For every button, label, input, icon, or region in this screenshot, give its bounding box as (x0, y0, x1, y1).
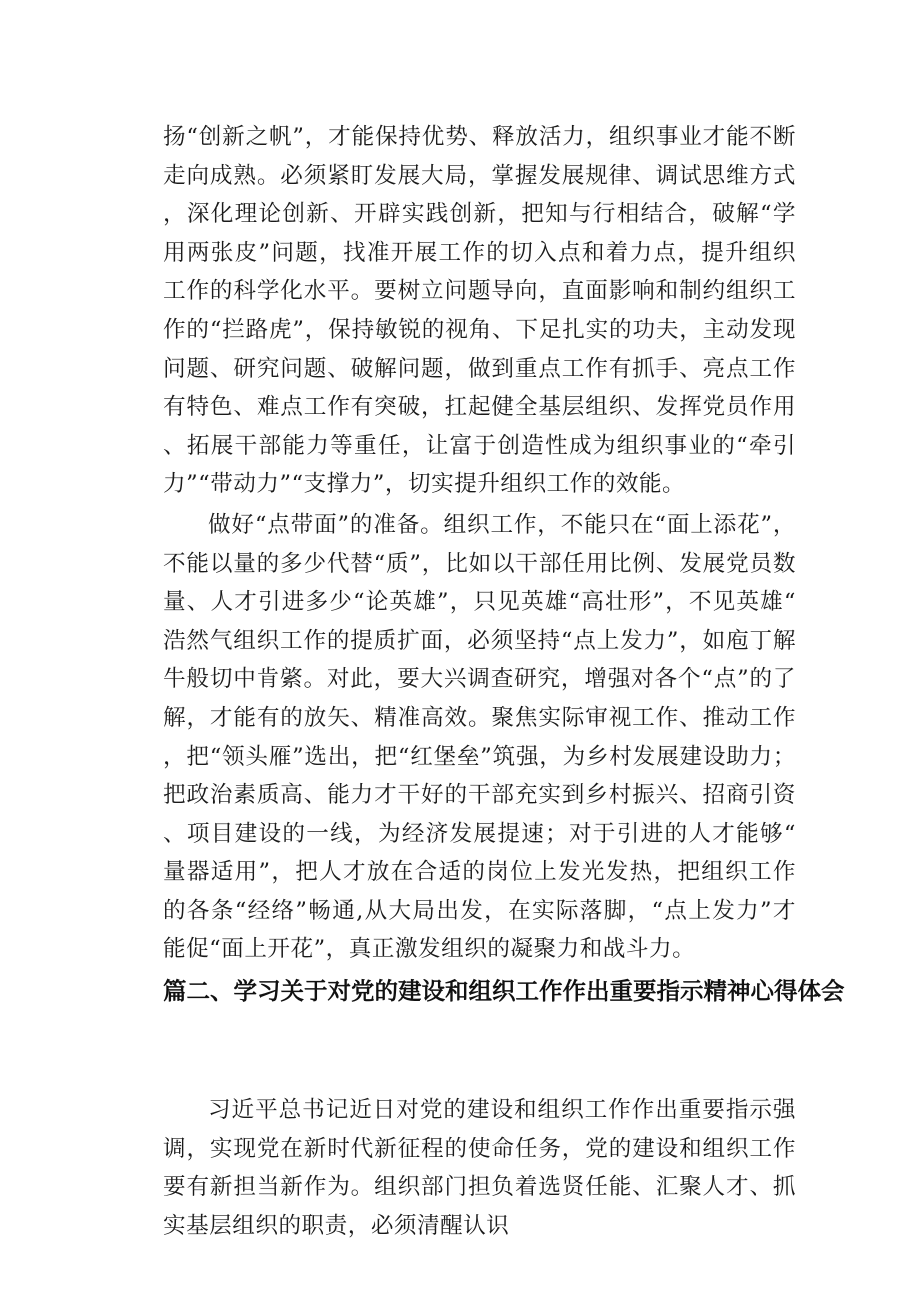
body-paragraph: 做好“点带面”的准备。组织工作，不能只在“面上添花”，不能以量的多少代替“质”，比如以干部任用比例、发展党员数量、人才引进多少“论英雄”，只见英雄“高壮形”，不见英雄“浩然气组织工作的提质扩面，必须坚持“点上发力”，如庖丁解牛般切中肯綮。对此，要大兴调查研究，增强对各个“点”的了解，才能有的放矢、精准高效。聚焦实际审视工作、推动工作，把“领头雁”选出，把“红堡垒”筑强，为乡村发展建设助力；把政治素质高、能力才干好的干部充实到乡村振兴、招商引资、项目建设的一线，为经济发展提速；对于引进的人才能够“量器适用”，把人才放在合适的岗位上发光发热，把组织工作的各条“经络”畅通,从大局出发，在实际落脚，“点上发力”才能促“面上开花”，真正激发组织的凝聚力和战斗力。 (163, 511, 796, 963)
body-paragraph: 习近平总书记近日对党的建设和组织工作作出重要指示强调，实现党在新时代新征程的使命任务，党的建设和组织工作要有新担当新作为。组织部门担负着选贤任能、汇聚人才、抓实基层组织的职责，必须清醒认识 (163, 1097, 796, 1239)
section-heading: 篇二、学习关于对党的建设和组织工作作出重要指示精神心得体会 (163, 977, 845, 1006)
section-body (163, 1091, 796, 1245)
body-paragraph: 扬“创新之帆”，才能保持优势、释放活力，组织事业才能不断走向成熟。必须紧盯发展大局，掌握发展规律、调试思维方式，深化理论创新、开辟实践创新，把知与行相结合，破解“学用两张皮”问题，找准开展工作的切入点和着力点，提升组织工作的科学化水平。要树立问题导向，直面影响和制约组织工作的“拦路虎”，保持敏锐的视角、下足扎实的功夫，主动发现问题、研究问题、破解问题，做到重点工作有抓手、亮点工作有特色、难点工作有突破，扛起健全基层组织、发挥党员作用、拓展干部能力等重任，让富于创造性成为组织事业的“牵引力”“带动力”“支撑力”，切实提升组织工作的效能。 (163, 124, 796, 498)
